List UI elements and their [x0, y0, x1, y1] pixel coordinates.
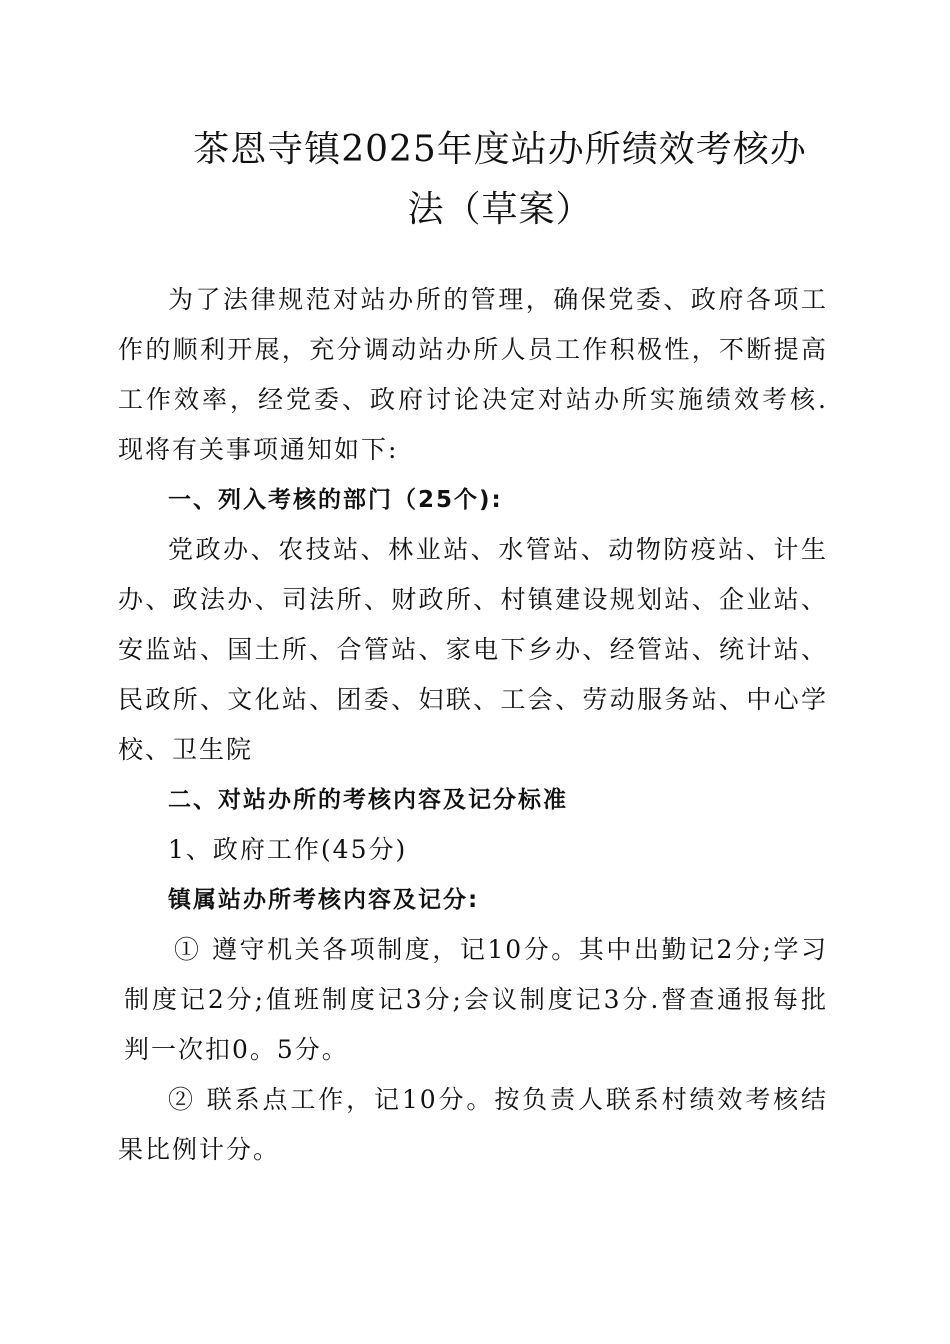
section-1-heading: 一、列入考核的部门（25个):: [168, 487, 503, 513]
subheading: 镇属站办所考核内容及记分:: [168, 887, 480, 913]
item-1: 1、政府工作(45分): [168, 835, 408, 864]
document-title: [120, 120, 880, 240]
point-1: ① 遵守机关各项制度，记10分。其中出勤记2分;学习制度记2分;值班制度记3分;会议制度记3分.督查通报每批判一次扣0。5分。: [124, 935, 828, 1064]
title-line-1: 茶恩寺镇2025年度站办所绩效考核办: [193, 129, 807, 170]
section-2-heading: 二、对站办所的考核内容及记分标准: [168, 787, 568, 813]
point-2: ② 联系点工作，记10分。按负责人联系村绩效考核结果比例计分。: [118, 1085, 828, 1164]
department-list: 党政办、农技站、林业站、水管站、动物防疫站、计生办、政法办、司法所、财政所、村镇建设规划站、企业站、安监站、国土所、合管站、家电下乡办、经管站、统计站、民政所、文化站、团委、妇联、工会、劳动服务站、中心学校、卫生院: [118, 535, 828, 764]
intro-paragraph: 为了法律规范对站办所的管理，确保党委、政府各项工作的顺利开展，充分调动站办所人员工作积极性，不断提高工作效率，经党委、政府讨论决定对站办所实施绩效考核.现将有关事项通知如下:: [118, 285, 828, 464]
document-body: [118, 275, 828, 1175]
title-line-2: 法（草案）: [407, 189, 593, 230]
